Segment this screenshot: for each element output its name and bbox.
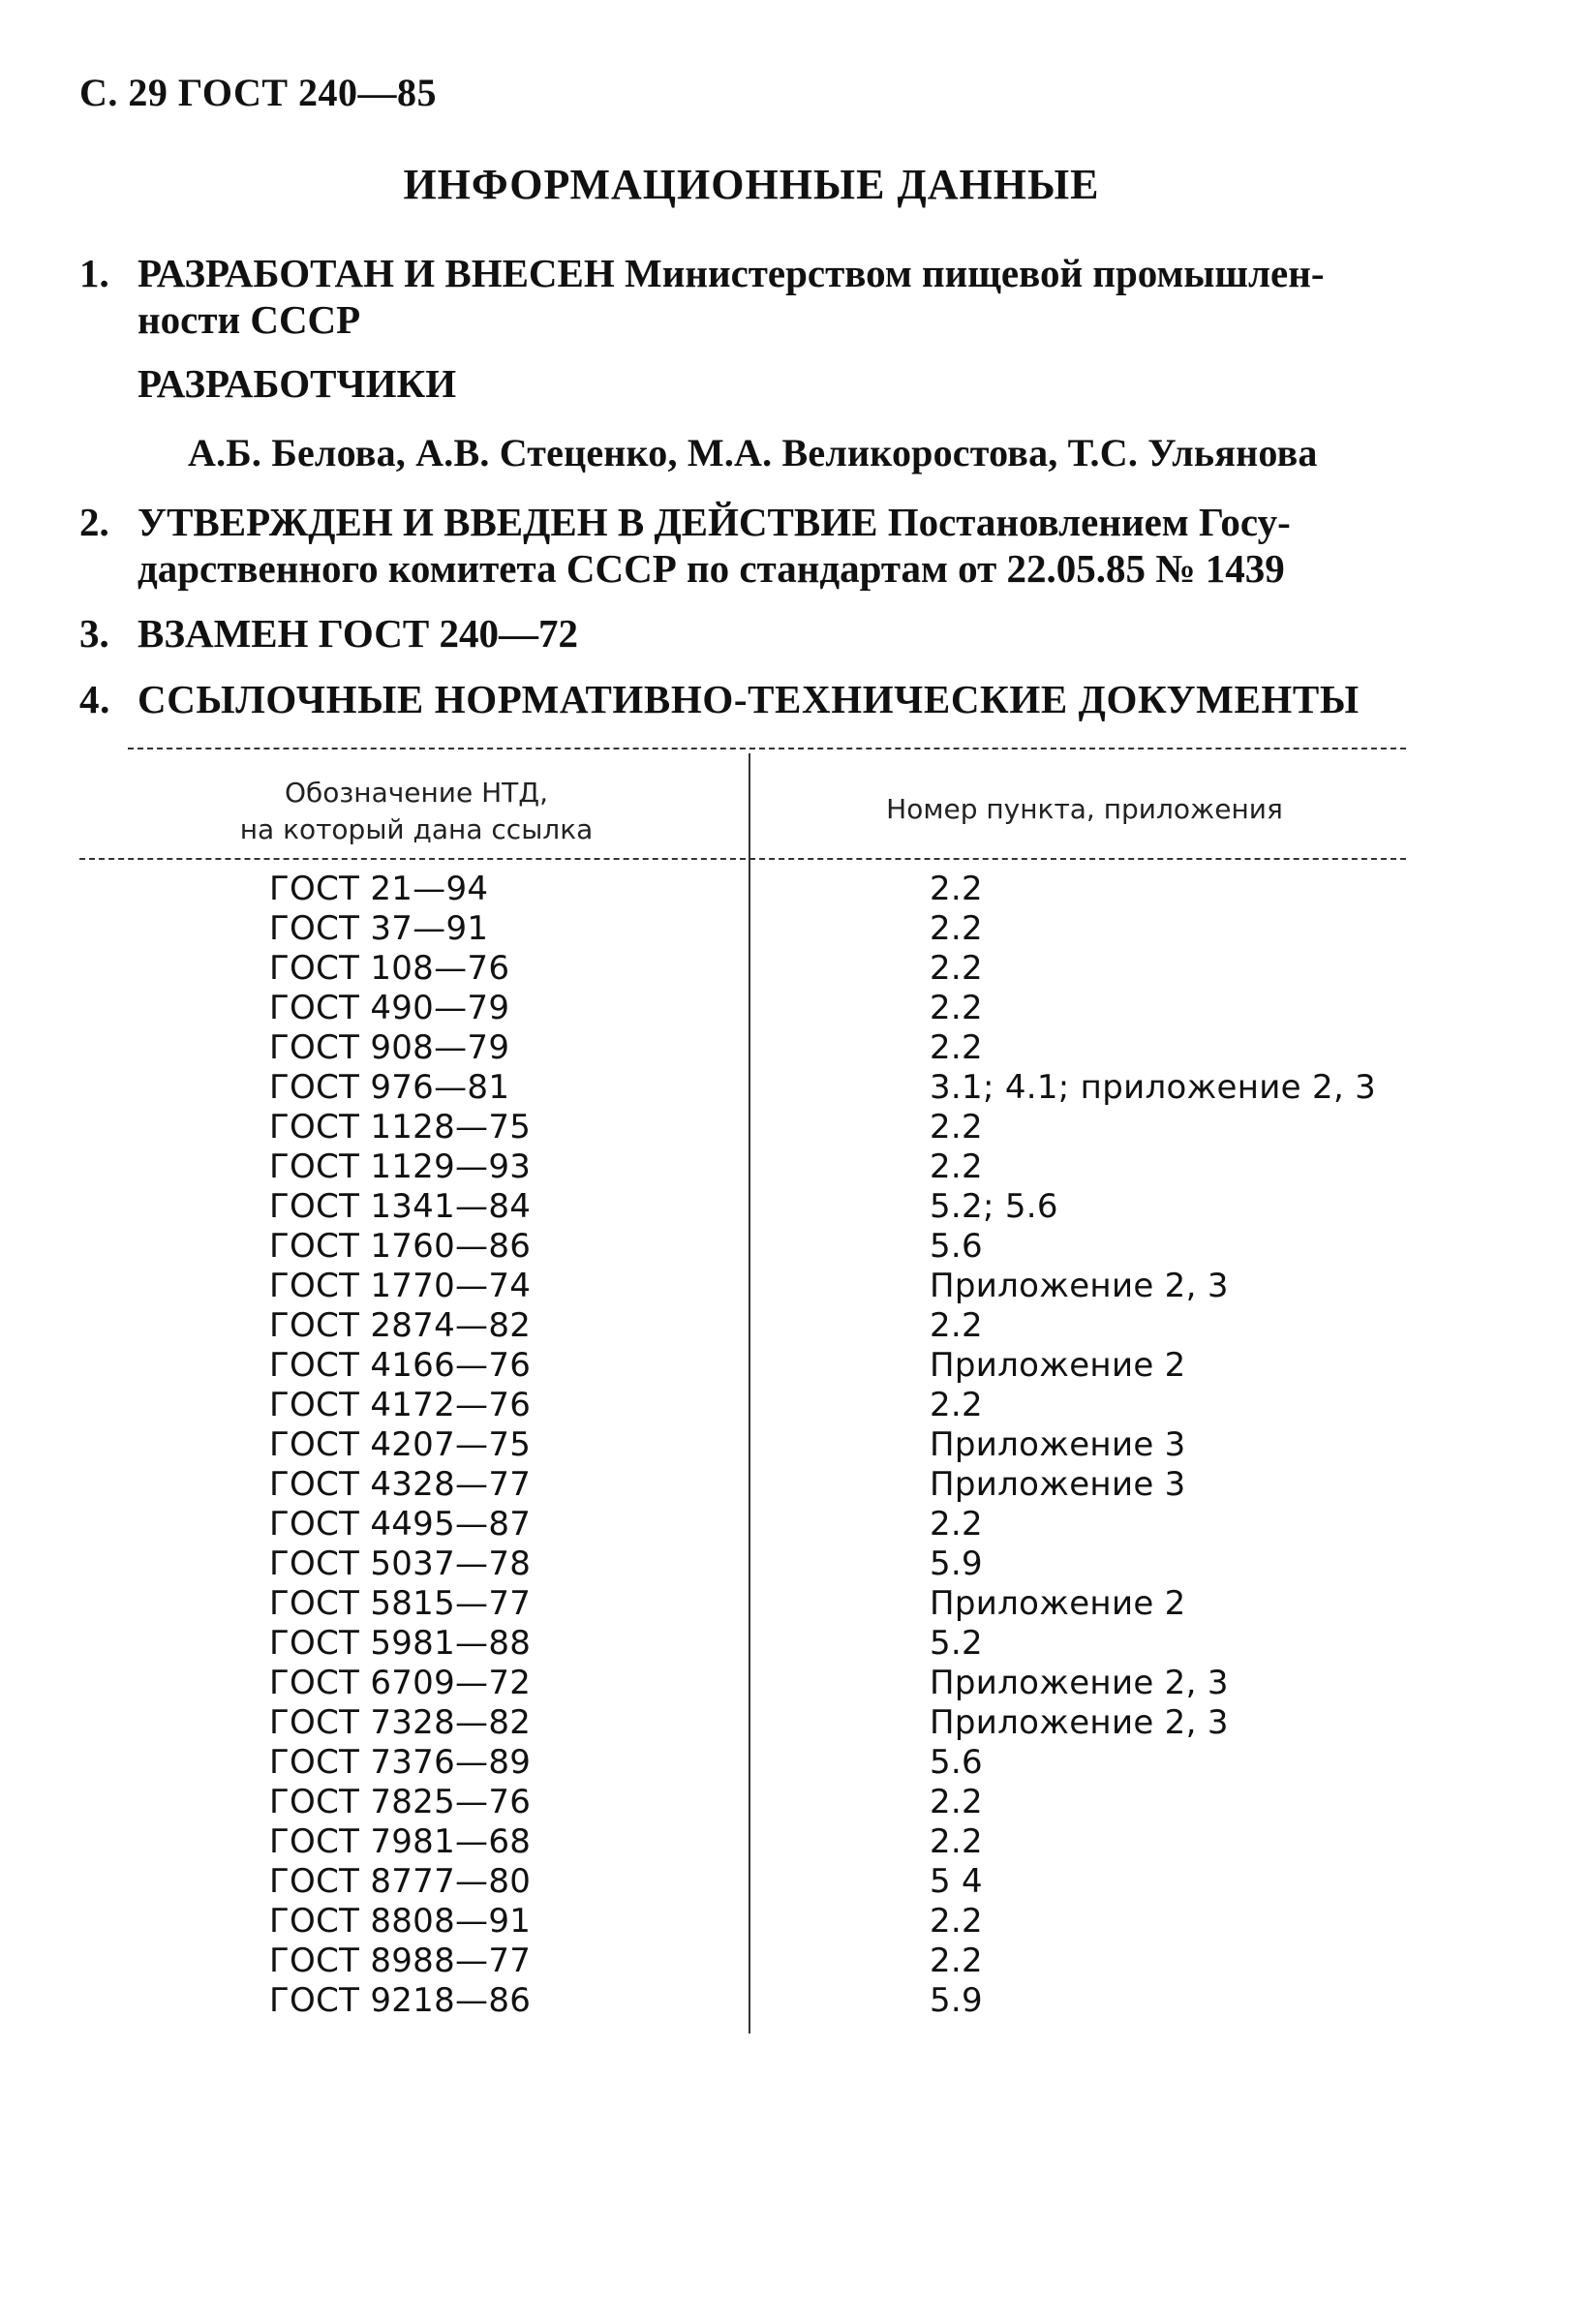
table-row: [0, 1743, 1590, 1783]
developers-names: А.Б. Белова, А.В. Стеценко, М.А. Великоростова, Т.С. Ульянова: [188, 431, 1318, 474]
item-1-developed-by: [79, 250, 1387, 296]
table-row: [0, 1386, 1590, 1425]
table-cell-designation: ГОСТ 8808—91: [269, 1902, 532, 1941]
table-cell-designation: ГОСТ 5981—88: [269, 1624, 532, 1663]
table-cell-clause: Приложение 3: [930, 1425, 1186, 1464]
table-row: [0, 1902, 1590, 1942]
table-cell-clause: 2.2: [930, 1783, 983, 1821]
table-row: [0, 1624, 1590, 1664]
table-cell-designation: ГОСТ 4172—76: [269, 1386, 532, 1424]
item-1-text: Министерством пищевой промышлен-: [614, 251, 1325, 295]
page-header: С. 29 ГОСТ 240—85: [79, 71, 438, 114]
table-cell-clause: 5.9: [930, 1981, 983, 2020]
table-header-designation: [136, 775, 697, 848]
table-cell-clause: 2.2: [930, 989, 983, 1027]
table-cell-designation: ГОСТ 8777—80: [269, 1862, 532, 1901]
table-cell-designation: ГОСТ 6709—72: [269, 1664, 532, 1702]
table-cell-clause: 5 4: [930, 1862, 983, 1901]
table-cell-designation: ГОСТ 1341—84: [269, 1187, 532, 1226]
table-row: [0, 1147, 1590, 1187]
item-2-approved: [79, 499, 1425, 545]
table-header-designation-line2: на который дана ссылка: [239, 813, 594, 845]
table-top-rule: [128, 748, 1406, 749]
table-cell-designation: ГОСТ 908—79: [269, 1028, 510, 1067]
table-row: [0, 1783, 1590, 1822]
table-row: [0, 1981, 1590, 2021]
table-cell-clause: 2.2: [930, 1108, 983, 1147]
table-cell-clause: 5.6: [930, 1227, 983, 1266]
table-cell-clause: Приложение 2: [930, 1346, 1186, 1385]
table-row: [0, 1544, 1590, 1584]
item-4-text: ССЫЛОЧНЫЕ НОРМАТИВНО-ТЕХНИЧЕСКИЕ ДОКУМЕНТЫ: [138, 677, 1360, 721]
table-cell-clause: Приложение 2, 3: [930, 1703, 1229, 1742]
table-cell-designation: ГОСТ 7825—76: [269, 1783, 532, 1821]
table-cell-designation: ГОСТ 4328—77: [269, 1465, 532, 1504]
table-cell-clause: 5.6: [930, 1743, 983, 1782]
table-row: [0, 1862, 1590, 1902]
table-cell-designation: ГОСТ 1770—74: [269, 1267, 532, 1305]
table-cell-clause: 3.1; 4.1; приложение 2, 3: [930, 1068, 1377, 1107]
table-row: [0, 1942, 1590, 1981]
page-title: ИНФОРМАЦИОННЫЕ ДАННЫЕ: [403, 161, 1100, 208]
table-row: [0, 949, 1590, 989]
table-row: [0, 989, 1590, 1028]
table-cell-clause: Приложение 2: [930, 1584, 1186, 1623]
item-1-number: 1.: [79, 251, 109, 295]
table-cell-clause: 2.2: [930, 1306, 983, 1345]
table-header-designation-line1: Обозначение НТД,: [284, 777, 549, 809]
table-header-rule: [79, 858, 1406, 860]
item-3-text: ВЗАМЕН ГОСТ 240—72: [138, 611, 578, 656]
table-row: [0, 1267, 1590, 1306]
table-cell-designation: ГОСТ 1129—93: [269, 1147, 532, 1186]
table-cell-designation: ГОСТ 7328—82: [269, 1703, 532, 1742]
table-row: [0, 1425, 1590, 1465]
table-cell-designation: ГОСТ 7376—89: [269, 1743, 532, 1782]
table-row: [0, 1505, 1590, 1544]
table-cell-designation: ГОСТ 5815—77: [269, 1584, 532, 1623]
item-2-text: Постановлением Госу-: [877, 500, 1291, 544]
table-cell-clause: 2.2: [930, 1147, 983, 1186]
table-cell-clause: 2.2: [930, 870, 983, 908]
table-row: [0, 870, 1590, 909]
table-cell-designation: ГОСТ 490—79: [269, 989, 510, 1027]
table-row: [0, 1028, 1590, 1068]
table-cell-clause: Приложение 3: [930, 1465, 1186, 1504]
item-4-number: 4.: [79, 677, 110, 721]
item-1-text-cont: ности СССР: [138, 297, 361, 342]
table-cell-clause: 2.2: [930, 1386, 983, 1424]
table-row: [0, 1822, 1590, 1862]
table-row: [0, 1346, 1590, 1386]
table-cell-designation: ГОСТ 976—81: [269, 1068, 510, 1107]
table-row: [0, 1068, 1590, 1108]
table-row: [0, 1187, 1590, 1227]
table-cell-clause: 2.2: [930, 1942, 983, 1980]
table-row: [0, 909, 1590, 949]
table-row: [0, 1584, 1590, 1624]
table-cell-designation: ГОСТ 8988—77: [269, 1942, 532, 1980]
item-2-lead: УТВЕРЖДЕН И ВВЕДЕН В ДЕЙСТВИЕ: [138, 500, 878, 544]
table-cell-designation: ГОСТ 108—76: [269, 949, 510, 988]
table-cell-designation: ГОСТ 1128—75: [269, 1108, 532, 1147]
table-cell-clause: 5.2: [930, 1624, 983, 1663]
table-row: [0, 1227, 1590, 1267]
table-cell-clause: 2.2: [930, 949, 983, 988]
table-cell-designation: ГОСТ 5037—78: [269, 1544, 532, 1583]
item-1-lead: РАЗРАБОТАН И ВНЕСЕН: [138, 251, 615, 295]
table-cell-clause: 2.2: [930, 1028, 983, 1067]
table-cell-designation: ГОСТ 21—94: [269, 870, 489, 908]
table-cell-designation: ГОСТ 4207—75: [269, 1425, 532, 1464]
table-cell-clause: 2.2: [930, 1505, 983, 1544]
table-cell-clause: Приложение 2, 3: [930, 1664, 1229, 1702]
developers-heading: РАЗРАБОТЧИКИ: [138, 361, 457, 406]
table-cell-designation: ГОСТ 4495—87: [269, 1505, 532, 1544]
table-row: [0, 1465, 1590, 1505]
table-cell-designation: ГОСТ 4166—76: [269, 1346, 532, 1385]
item-4-references: [79, 676, 1360, 722]
table-cell-clause: 2.2: [930, 1822, 983, 1861]
item-2-text-cont: дарственного комитета СССР по стандартам от 22.05.85 № 1439: [138, 546, 1285, 591]
item-3-number: 3.: [79, 611, 109, 656]
table-row: [0, 1108, 1590, 1147]
item-3-replaces: [79, 610, 578, 657]
table-row: [0, 1703, 1590, 1743]
table-cell-designation: ГОСТ 1760—86: [269, 1227, 532, 1266]
table-cell-clause: Приложение 2, 3: [930, 1267, 1229, 1305]
item-2-number: 2.: [79, 500, 109, 544]
table-cell-designation: ГОСТ 37—91: [269, 909, 489, 948]
table-row: [0, 1664, 1590, 1703]
table-cell-clause: 5.9: [930, 1544, 983, 1583]
table-header-clause: Номер пункта, приложения: [886, 793, 1283, 825]
table-cell-designation: ГОСТ 2874—82: [269, 1306, 532, 1345]
table-cell-clause: 2.2: [930, 909, 983, 948]
table-cell-designation: ГОСТ 9218—86: [269, 1981, 532, 2020]
table-row: [0, 1306, 1590, 1346]
table-cell-clause: 5.2; 5.6: [930, 1187, 1058, 1226]
table-cell-designation: ГОСТ 7981—68: [269, 1822, 532, 1861]
table-cell-clause: 2.2: [930, 1902, 983, 1941]
